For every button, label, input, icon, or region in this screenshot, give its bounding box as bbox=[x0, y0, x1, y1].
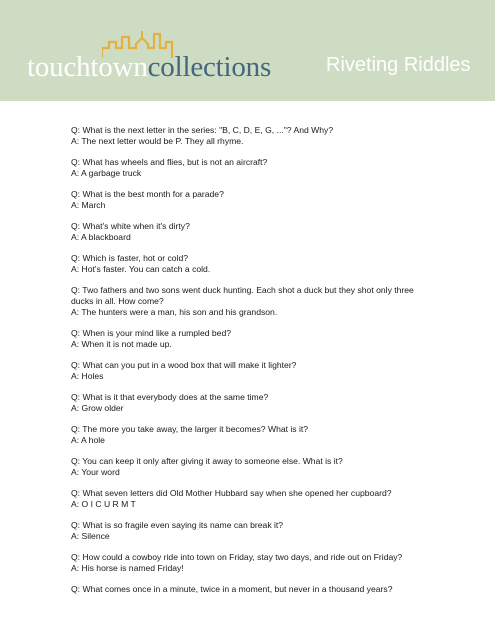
riddle-question: Q: Which is faster, hot or cold? bbox=[71, 253, 189, 263]
brand-touchtown: touchtown bbox=[27, 51, 148, 83]
riddle-answer: A: March bbox=[71, 200, 106, 210]
riddle-question: Q: What is the best month for a parade? bbox=[71, 189, 224, 199]
riddle-item bbox=[71, 584, 423, 595]
riddle-item bbox=[71, 488, 423, 510]
riddle-answer: A: When it is not made up. bbox=[71, 339, 172, 349]
header-banner bbox=[0, 0, 495, 101]
riddle-item bbox=[71, 253, 423, 275]
riddle-answer: A: Hot's faster. You can catch a cold. bbox=[71, 264, 211, 274]
riddle-item bbox=[71, 157, 423, 179]
riddle-answer: A: O I C U R M T bbox=[71, 499, 136, 509]
riddle-question: Q: Two fathers and two sons went duck hunting. Each shot a duck but they shot only three ducks in all. How come? bbox=[71, 285, 414, 306]
riddle-item bbox=[71, 285, 423, 318]
riddle-answer: A: The hunters were a man, his son and his grandson. bbox=[71, 307, 278, 317]
riddle-item bbox=[71, 520, 423, 542]
riddle-item bbox=[71, 328, 423, 350]
riddle-answer: A: His horse is named Friday! bbox=[71, 563, 184, 573]
riddle-question: Q: How could a cowboy ride into town on Friday, stay two days, and ride out on Friday? bbox=[71, 552, 403, 562]
riddle-question: Q: What has wheels and flies, but is not an aircraft? bbox=[71, 157, 268, 167]
riddle-answer: A: The next letter would be P. They all rhyme. bbox=[71, 136, 244, 146]
riddle-question: Q: What seven letters did Old Mother Hubbard say when she opened her cupboard? bbox=[71, 488, 392, 498]
riddle-list bbox=[71, 125, 423, 605]
riddle-answer: A: Silence bbox=[71, 531, 110, 541]
riddle-question: Q: What is it that everybody does at the same time? bbox=[71, 392, 269, 402]
riddle-item bbox=[71, 360, 423, 382]
riddle-answer: A: Grow older bbox=[71, 403, 124, 413]
brand-logo bbox=[27, 52, 271, 82]
riddle-question: Q: You can keep it only after giving it away to someone else. What is it? bbox=[71, 456, 343, 466]
riddle-item bbox=[71, 552, 423, 574]
riddle-question: Q: What comes once in a minute, twice in a moment, but never in a thousand years? bbox=[71, 584, 393, 594]
riddle-question: Q: What can you put in a wood box that will make it lighter? bbox=[71, 360, 297, 370]
riddle-item bbox=[71, 125, 423, 147]
riddle-question: Q: When is your mind like a rumpled bed? bbox=[71, 328, 232, 338]
riddle-question: Q: The more you take away, the larger it becomes? What is it? bbox=[71, 424, 309, 434]
riddle-answer: A: A blackboard bbox=[71, 232, 131, 242]
riddle-item bbox=[71, 221, 423, 243]
riddle-question: Q: What is the next letter in the series: "B, C, D, E, G, ..."? And Why? bbox=[71, 125, 334, 135]
riddle-item bbox=[71, 456, 423, 478]
riddle-question: Q: What is so fragile even saying its name can break it? bbox=[71, 520, 284, 530]
riddle-item bbox=[71, 189, 423, 211]
brand-collections: collections bbox=[147, 51, 272, 83]
riddle-item bbox=[71, 424, 423, 446]
page-subtitle: Riveting Riddles bbox=[326, 54, 471, 76]
riddle-question: Q: What's white when it's dirty? bbox=[71, 221, 190, 231]
riddle-item bbox=[71, 392, 423, 414]
riddle-answer: A: A hole bbox=[71, 435, 105, 445]
riddle-answer: A: Your word bbox=[71, 467, 120, 477]
riddle-answer: A: A garbage truck bbox=[71, 168, 142, 178]
riddle-answer: A: Holes bbox=[71, 371, 104, 381]
